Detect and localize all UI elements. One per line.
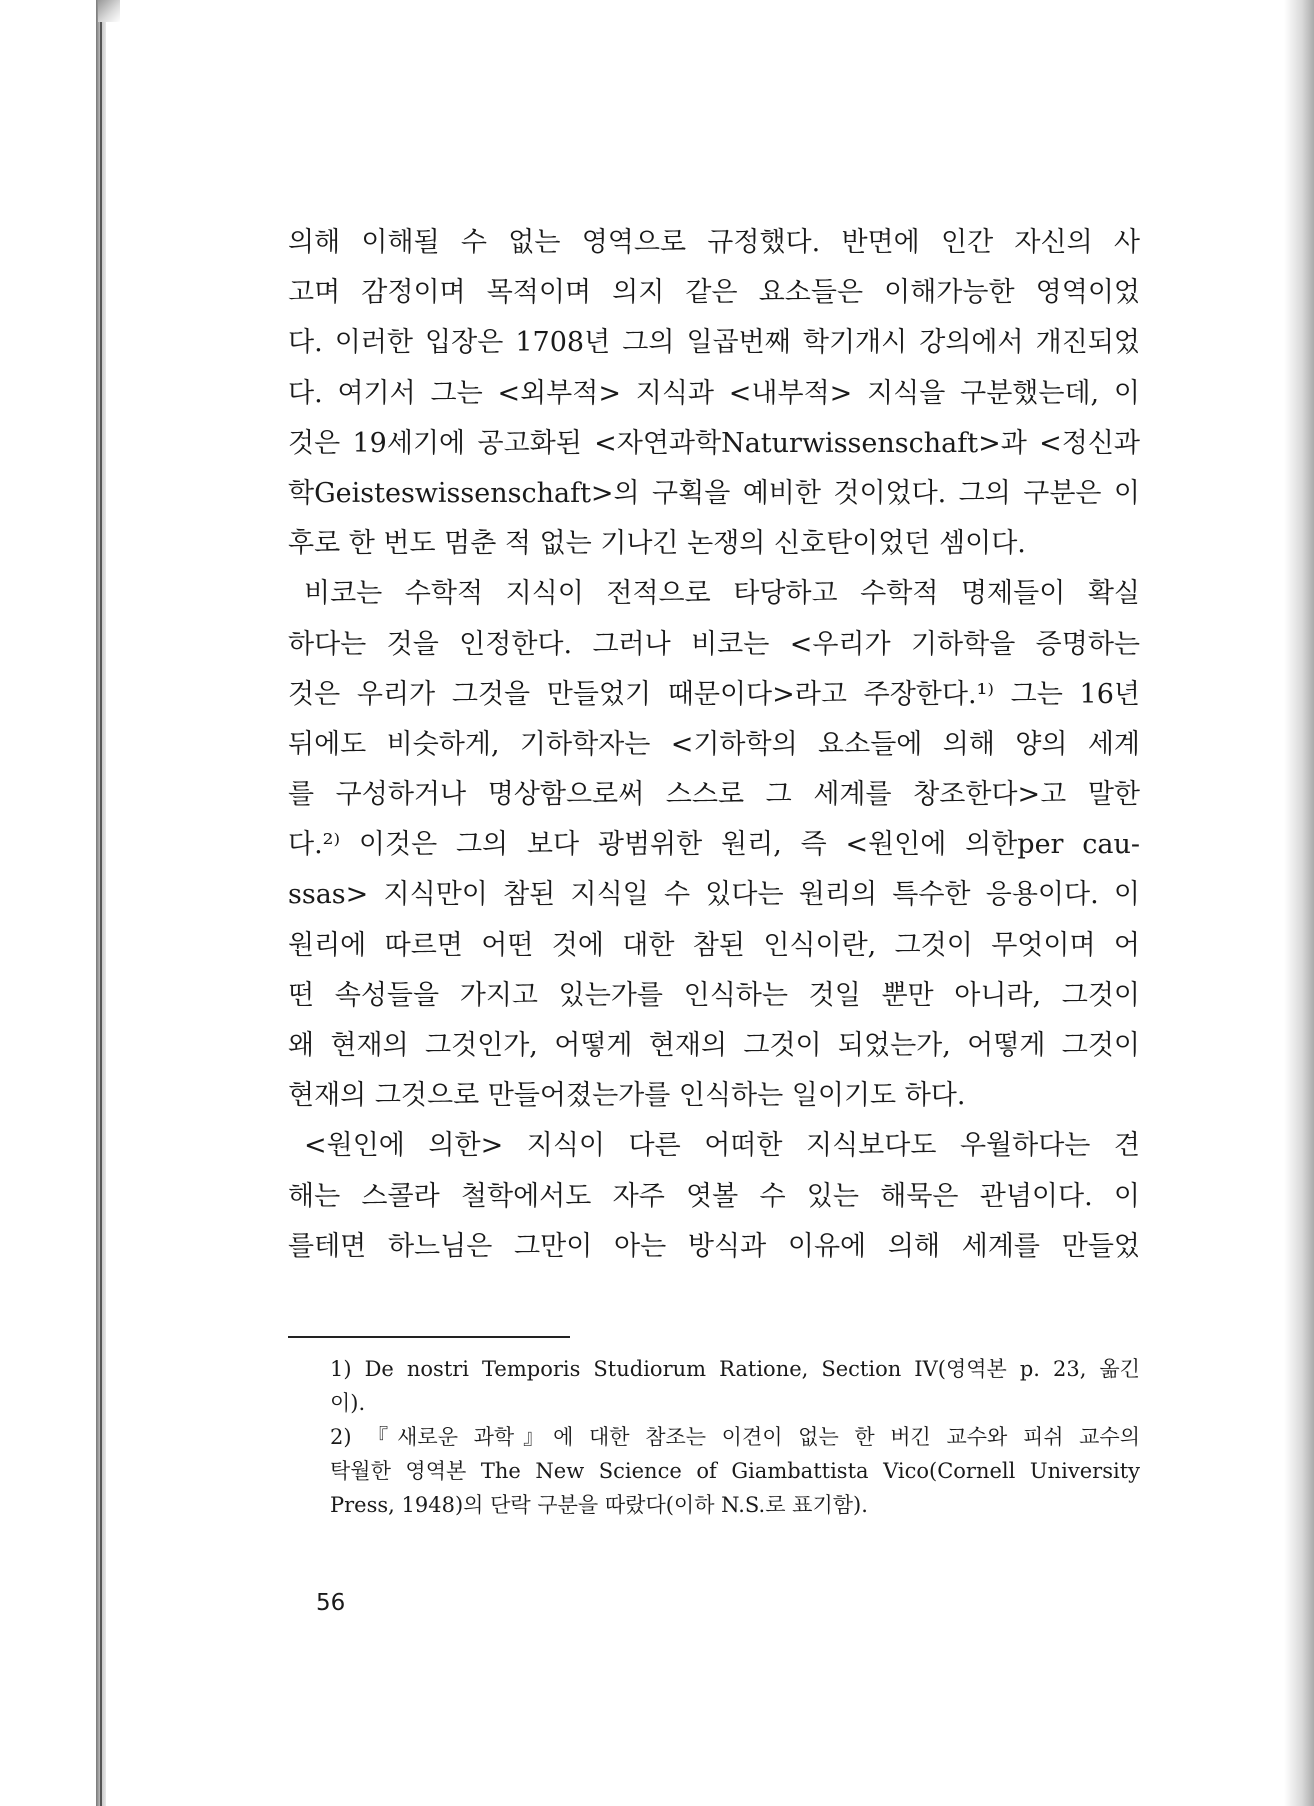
body-line: 떤 속성들을 가지고 있는가를 인식하는 것일 뿐만 아니라, 그것이 xyxy=(288,979,1140,1011)
page-corner-fold xyxy=(98,0,120,22)
page-number: 56 xyxy=(316,1590,346,1616)
body-line: 를 구성하거나 명상함으로써 스스로 그 세계를 창조한다>고 말한 xyxy=(288,779,1140,811)
body-line: 를테면 하느님은 그만이 아는 방식과 이유에 의해 세계를 만들었 xyxy=(288,1230,1140,1262)
body-line: 원리에 따르면 어떤 것에 대한 참된 인식이란, 그것이 무엇이며 어 xyxy=(288,929,1140,961)
footnote-divider xyxy=(288,1336,570,1338)
body-line: 비코는 수학적 지식이 전적으로 타당하고 수학적 명제들이 확실 xyxy=(304,578,1140,610)
footnote-line: Press, 1948)의 단락 구분을 따랐다(이하 N.S.로 표기함). xyxy=(330,1493,868,1517)
footnote-line: 1) De nostri Temporis Studiorum Ratione, Section IV(영역본 p. 23, 옮긴 xyxy=(330,1357,1140,1381)
body-line: ssas> 지식만이 참된 지식일 수 있다는 원리의 특수한 응용이다. 이 xyxy=(288,879,1140,911)
footnote-line: 이). xyxy=(330,1391,366,1415)
page-edge-line xyxy=(100,0,102,1806)
body-line: 것은 우리가 그것을 만들었기 때문이다>라고 주장한다.¹⁾ 그는 16년 xyxy=(288,678,1140,710)
body-line: 학Geisteswissenschaft>의 구획을 예비한 것이었다. 그의 구분은 이 xyxy=(288,477,1140,509)
body-line: 현재의 그것으로 만들어졌는가를 인식하는 일이기도 하다. xyxy=(288,1080,966,1112)
footnote-line: 탁월한 영역본 The New Science of Giambattista Vico(Cornell University xyxy=(330,1459,1140,1483)
body-line: 고며 감정이며 목적이며 의지 같은 요소들은 이해가능한 영역이었 xyxy=(288,277,1140,309)
body-line: 뒤에도 비슷하게, 기하학자는 <기하학의 요소들에 의해 양의 세계 xyxy=(288,728,1140,760)
body-line: 다.²⁾ 이것은 그의 보다 광범위한 원리, 즉 <원인에 의한per cau- xyxy=(288,829,1140,861)
body-line: 왜 현재의 그것인가, 어떻게 현재의 그것이 되었는가, 어떻게 그것이 xyxy=(288,1030,1140,1061)
body-line: 하다는 것을 인정한다. 그러나 비코는 <우리가 기하학을 증명하는 xyxy=(288,628,1140,660)
right-edge-shadow xyxy=(1284,0,1314,1806)
footnotes xyxy=(330,1352,1140,1522)
body-line: 다. 여기서 그는 <외부적> 지식과 <내부적> 지식을 구분했는데, 이 xyxy=(288,377,1140,409)
body-line: 의해 이해될 수 없는 영역으로 규정했다. 반면에 인간 자신의 사 xyxy=(288,227,1140,258)
body-line: 다. 이러한 입장은 1708년 그의 일곱번째 학기개시 강의에서 개진되었 xyxy=(288,327,1140,359)
body-line: 해는 스콜라 철학에서도 자주 엿볼 수 있는 해묵은 관념이다. 이 xyxy=(288,1180,1140,1212)
body-line: <원인에 의한> 지식이 다른 어떠한 지식보다도 우월하다는 견 xyxy=(304,1130,1140,1162)
body-line: 것은 19세기에 공고화된 <자연과학Naturwissenschaft>과 <정신과 xyxy=(288,427,1140,459)
footnote-line: 2) 『새로운 과학』에 대한 참조는 이견이 없는 한 버긴 교수와 피쉬 교수의 xyxy=(330,1425,1140,1449)
body-text xyxy=(288,218,1140,1272)
body-line: 후로 한 번도 멈춘 적 없는 기나긴 논쟁의 신호탄이었던 셈이다. xyxy=(288,528,1026,560)
